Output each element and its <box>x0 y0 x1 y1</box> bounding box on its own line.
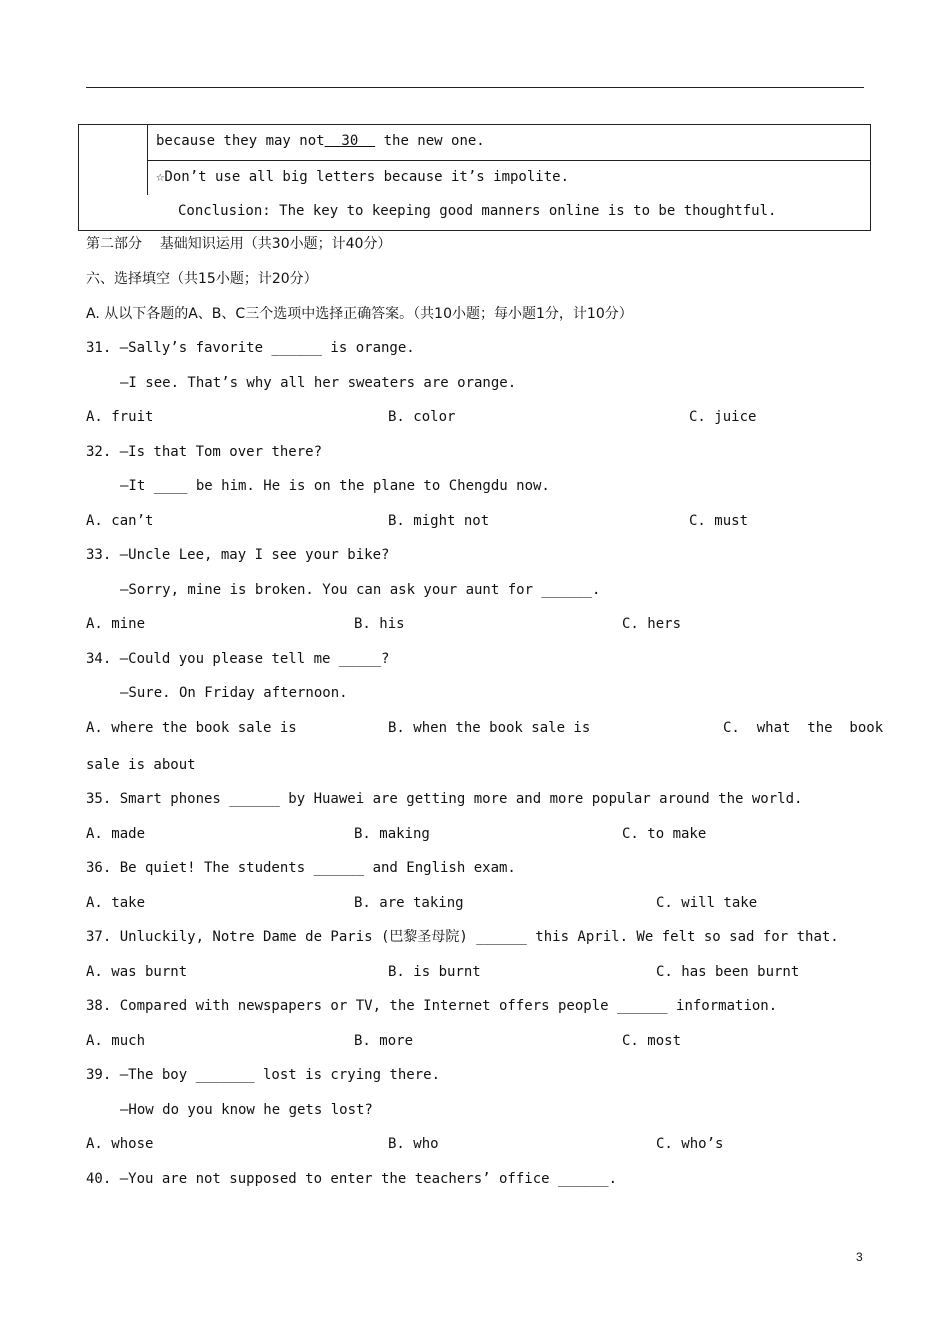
q33-option-b: B. his <box>354 616 405 632</box>
answer-blank-30: 30 <box>324 133 376 149</box>
q35-option-a: A. made <box>86 826 146 842</box>
question-34: 34. —Could you please tell me _____? <box>86 651 390 667</box>
table-left-cell <box>79 125 148 195</box>
q32-option-b: B. might not <box>388 513 490 529</box>
q36-option-a: A. take <box>86 895 146 911</box>
question-34-reply: —Sure. On Friday afternoon. <box>120 685 348 701</box>
q38-option-a: A. much <box>86 1033 146 1049</box>
question-38: 38. Compared with newspapers or TV, the Internet offers people ______ information. <box>86 998 778 1014</box>
q39-option-a: A. whose <box>86 1136 154 1152</box>
q39-option-c: C. who’s <box>656 1136 724 1152</box>
question-32: 32. —Is that Tom over there? <box>86 444 323 460</box>
table-row-1: because they may not 30 the new one. <box>148 125 870 160</box>
header-rule <box>86 87 864 88</box>
question-40: 40. —You are not supposed to enter the teachers’ office ______. <box>86 1171 618 1187</box>
question-39: 39. —The boy _______ lost is crying there. <box>86 1067 441 1083</box>
question-31-reply: —I see. That’s why all her sweaters are orange. <box>120 375 517 391</box>
q31-option-a: A. fruit <box>86 409 154 425</box>
question-33-reply: —Sorry, mine is broken. You can ask your aunt for ______. <box>120 582 601 598</box>
summary-table <box>78 124 871 231</box>
q37-option-a: A. was burnt <box>86 964 188 980</box>
q34-option-c: C. what the book <box>723 720 884 736</box>
sectionA-title: A. 从以下各题的A、B、C三个选项中选择正确答案。（共10小题；每小题1分，计10分） <box>86 306 633 322</box>
table-conclusion: Conclusion: The key to keeping good manners online is to be thoughtful. <box>178 203 777 219</box>
q33-option-c: C. hers <box>622 616 682 632</box>
q34-option-b: B. when the book sale is <box>388 720 591 736</box>
question-35: 35. Smart phones ______ by Huawei are getting more and more popular around the world. <box>86 791 803 807</box>
page-number: 3 <box>856 1250 863 1264</box>
q36-option-c: C. will take <box>656 895 758 911</box>
question-32-reply: —It ____ be him. He is on the plane to Chengdu now. <box>120 478 550 494</box>
q36-option-b: B. are taking <box>354 895 464 911</box>
q34-option-c-continued: sale is about <box>86 757 196 773</box>
q32-option-a: A. can’t <box>86 513 154 529</box>
question-36: 36. Be quiet! The students ______ and English exam. <box>86 860 516 876</box>
question-33: 33. —Uncle Lee, may I see your bike? <box>86 547 390 563</box>
q31-option-c: C. juice <box>689 409 757 425</box>
q38-option-c: C. most <box>622 1033 682 1049</box>
section6-title: 六、选择填空（共15小题；计20分） <box>86 271 318 287</box>
q31-option-b: B. color <box>388 409 456 425</box>
question-31: 31. —Sally’s favorite ______ is orange. <box>86 340 415 356</box>
q32-option-c: C. must <box>689 513 749 529</box>
question-39-reply: —How do you know he gets lost? <box>120 1102 373 1118</box>
q35-option-c: C. to make <box>622 826 707 842</box>
q35-option-b: B. making <box>354 826 430 842</box>
part2-title: 第二部分 基础知识运用（共30小题；计40分） <box>86 236 392 252</box>
q39-option-b: B. who <box>388 1136 439 1152</box>
q34-option-a: A. where the book sale is <box>86 720 297 736</box>
q37-option-c: C. has been burnt <box>656 964 800 980</box>
q37-option-b: B. is burnt <box>388 964 481 980</box>
q33-option-a: A. mine <box>86 616 146 632</box>
table-row-2: ☆Don’t use all big letters because it’s impolite. <box>148 160 870 196</box>
q38-option-b: B. more <box>354 1033 414 1049</box>
question-37: 37. Unluckily, Notre Dame de Paris (巴黎圣母院) ______ this April. We felt so sad for that. <box>86 929 839 945</box>
